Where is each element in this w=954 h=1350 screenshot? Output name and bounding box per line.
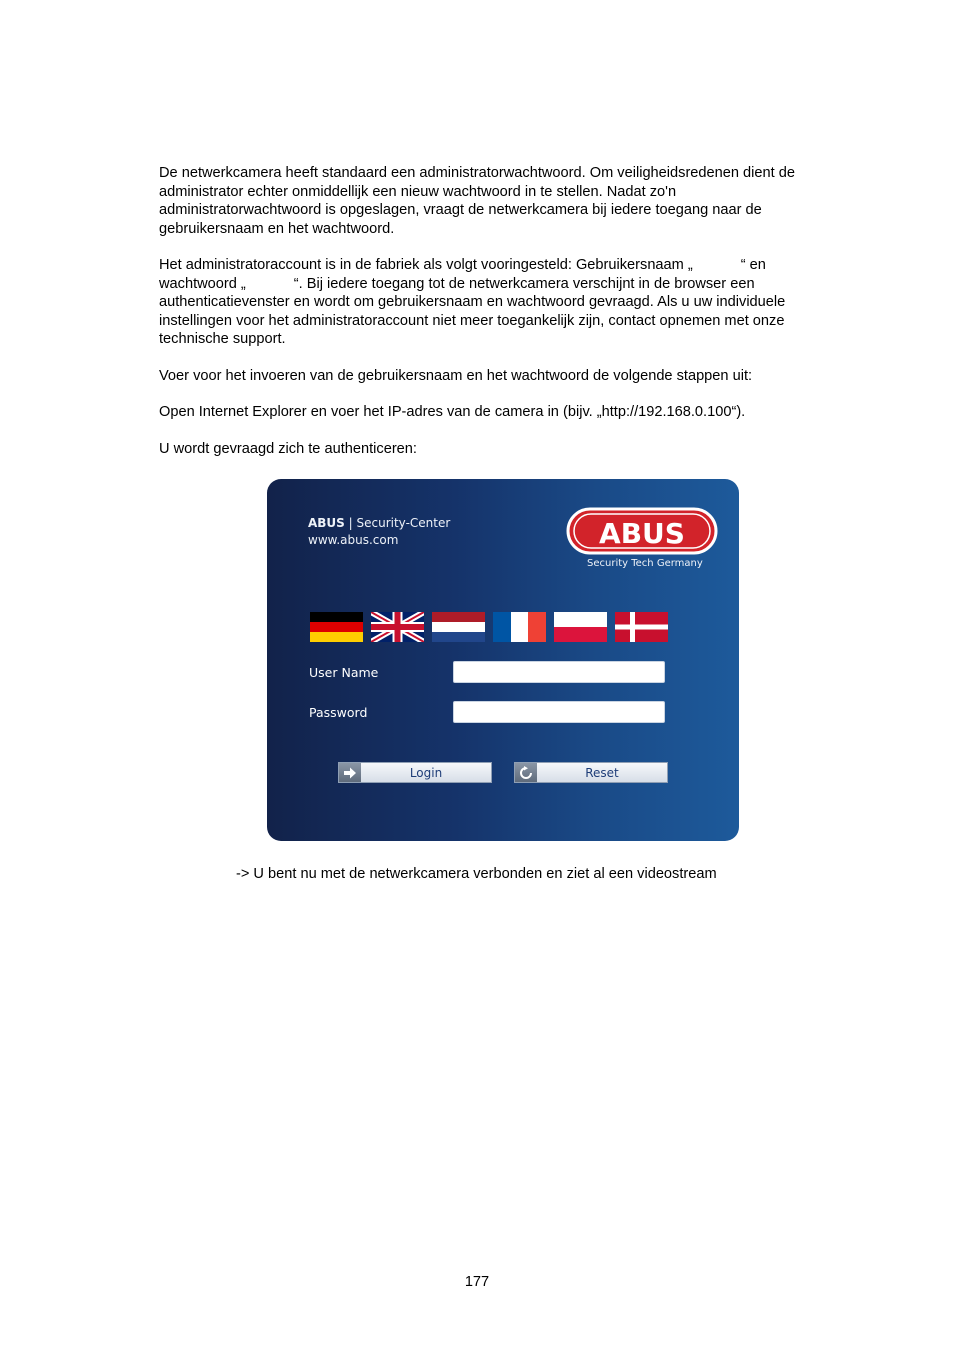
flag-germany-icon[interactable]: [310, 612, 363, 642]
logo-text: ABUS: [599, 517, 685, 550]
password-input[interactable]: [453, 701, 665, 723]
website-link: www.abus.com: [308, 533, 399, 547]
flag-united-kingdom-icon[interactable]: [371, 612, 424, 642]
text-line: authenticatievenster en wordt om gebruikersnaam en wachtwoord gevraagd. Als u uw individuele: [159, 294, 786, 310]
authenticate-step: U wordt gevraagd zich te authenticeren:: [159, 441, 417, 457]
reset-button-label: Reset: [537, 763, 667, 782]
text-line: De netwerkcamera heeft standaard een administratorwachtwoord. Om veiligheidsredenen dient de: [159, 165, 795, 181]
abus-logo-icon: [565, 506, 721, 558]
text-line: administrator echter onmiddellijk een nieuw wachtwoord in te stellen. Nadat zo'n: [159, 183, 677, 200]
text-line: instellingen voor het administratoraccount niet meer toegankelijk zijn, contact opnemen met onze: [159, 312, 785, 329]
text-line: Het administratoraccount is in de fabriek als volgt vooringesteld: Gebruikersnaam „ “ en: [159, 257, 766, 273]
default-credentials-paragraph: [159, 256, 871, 349]
flag-denmark-icon[interactable]: [615, 612, 668, 642]
page-number: 177: [464, 1274, 490, 1290]
text-line: wachtwoord „ “. Bij iedere toegang tot de netwerkcamera verschijnt in de browser een: [159, 275, 755, 292]
open-browser-step: Open Internet Explorer en voer het IP-adres van de camera in (bijv. „http://192.168.0.100“).: [159, 404, 746, 420]
username-label: User Name: [309, 665, 379, 680]
steps-intro: Voer voor het invoeren van de gebruikersnaam en het wachtwoord de volgende stappen uit:: [159, 368, 753, 384]
password-label: Password: [309, 705, 368, 720]
abus-logo: [565, 506, 721, 586]
text-line: technische support.: [159, 331, 286, 347]
arrow-right-icon: [339, 763, 361, 782]
flag-france-icon[interactable]: [493, 612, 546, 642]
text-line: gebruikersnaam en het wachtwoord.: [159, 220, 395, 237]
login-button-label: Login: [361, 763, 491, 782]
tagline: Security Tech Germany: [587, 558, 703, 569]
username-input[interactable]: [453, 661, 665, 683]
reset-button[interactable]: [514, 762, 668, 783]
brand-title: ABUS | Security-Center: [308, 516, 451, 530]
result-caption: -> U bent nu met de netwerkcamera verbonden en ziet al een videostream: [236, 866, 717, 882]
intro-paragraph: [159, 164, 871, 238]
text-line: administratorwachtwoord is opgeslagen, vraagt de netwerkcamera bij iedere toegang naar de: [159, 202, 762, 218]
flag-poland-icon[interactable]: [554, 612, 607, 642]
refresh-icon: [515, 763, 537, 782]
login-button[interactable]: [338, 762, 492, 783]
flag-netherlands-icon[interactable]: [432, 612, 485, 642]
brand-block: [308, 515, 450, 549]
login-window: [267, 479, 739, 841]
